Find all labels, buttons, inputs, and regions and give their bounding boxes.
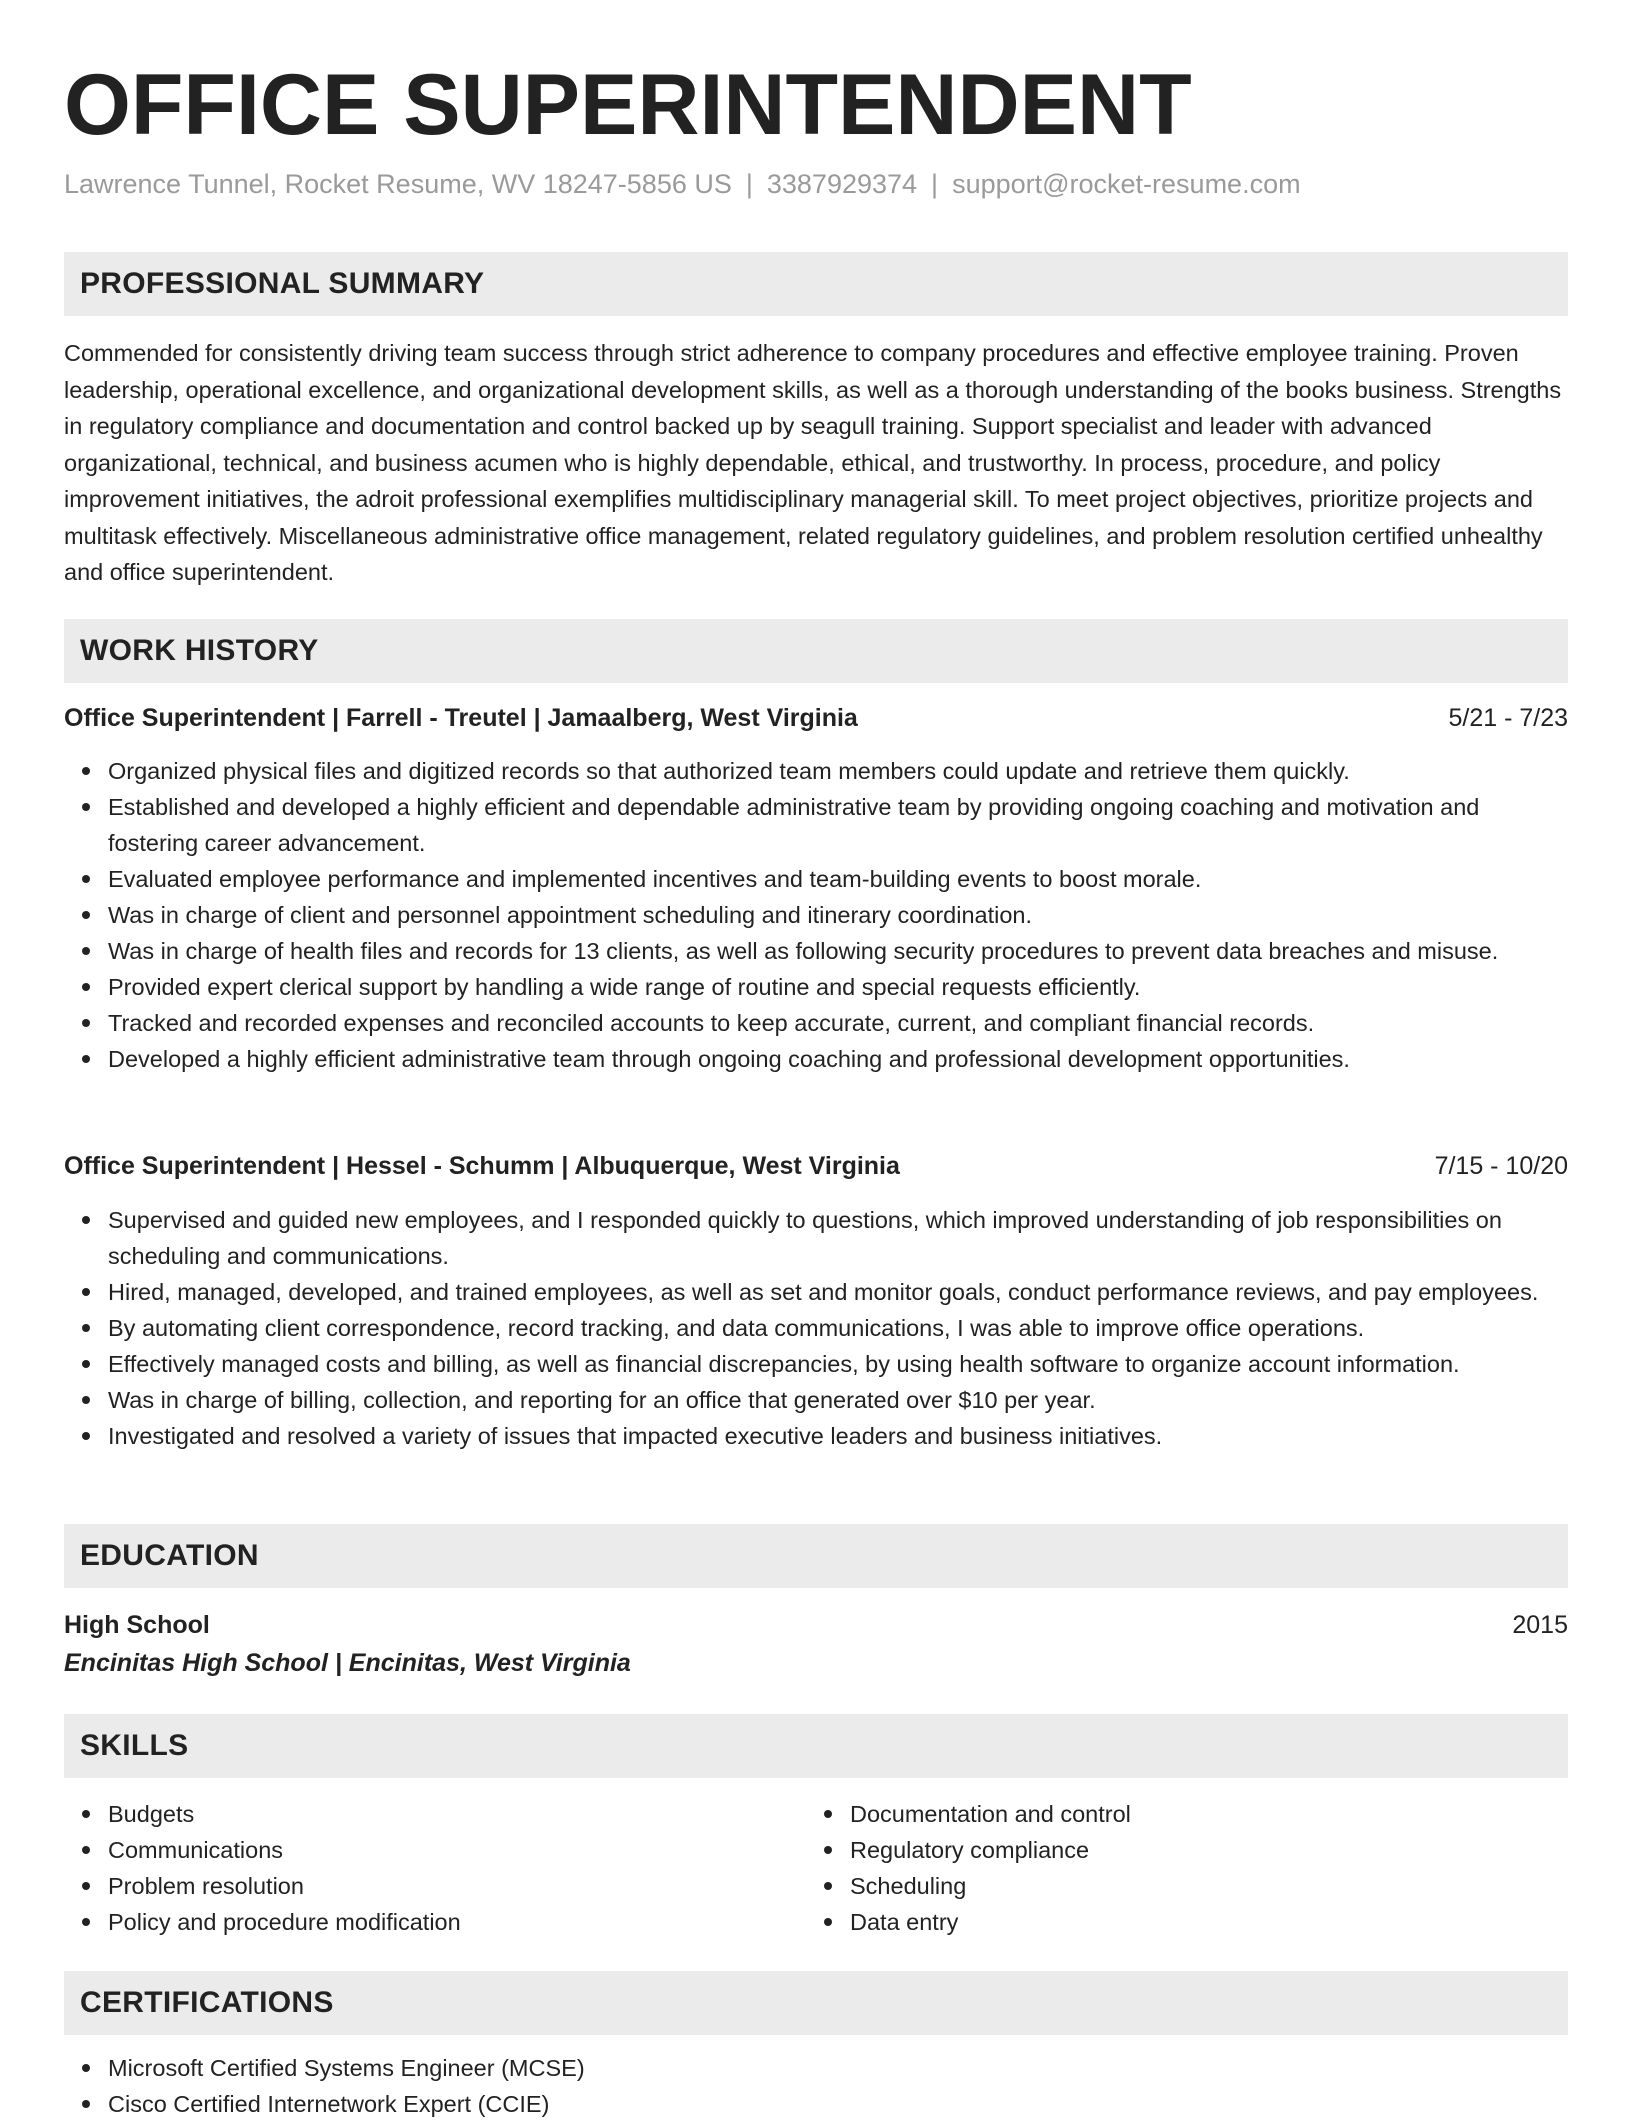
skill-item: Budgets — [64, 1796, 764, 1832]
skill-item: Scheduling — [806, 1868, 1506, 1904]
skill-item: Documentation and control — [806, 1796, 1506, 1832]
job-dates: 5/21 - 7/23 — [1448, 704, 1568, 732]
education-school: Encinitas High School | Encinitas, West Virginia — [64, 1649, 631, 1677]
section-title-summary: PROFESSIONAL SUMMARY — [80, 267, 485, 300]
skills-column-left — [64, 1796, 764, 1940]
contact-phone: 3387929374 — [766, 169, 918, 199]
job-bullets — [64, 1202, 1568, 1454]
job-bullet: Organized physical files and digitized records so that authorized team members could update and retrieve them quickly. — [64, 753, 1568, 789]
job-bullet: Was in charge of client and personnel appointment scheduling and itinerary coordination. — [64, 897, 1568, 933]
section-header-summary — [64, 252, 1568, 316]
job-bullets — [64, 753, 1568, 1077]
section-title-education: EDUCATION — [80, 1539, 259, 1572]
education-year: 2015 — [1512, 1611, 1568, 1639]
job-bullet: Was in charge of health files and records for 13 clients, as well as following security procedures to prevent data breaches and misuse. — [64, 933, 1568, 969]
job-dates: 7/15 - 10/20 — [1434, 1152, 1568, 1180]
job-bullet: Supervised and guided new employees, and I responded quickly to questions, which improved understanding of job responsibilities on scheduling and communications. — [64, 1202, 1568, 1274]
job-bullet: Evaluated employee performance and implemented incentives and team-building events to boost morale. — [64, 861, 1568, 897]
job-bullet: Investigated and resolved a variety of issues that impacted executive leaders and business initiatives. — [64, 1418, 1568, 1454]
resume-title: OFFICE SUPERINTENDENT — [64, 57, 1192, 153]
certifications-list — [64, 2050, 1568, 2122]
skill-item: Communications — [64, 1832, 764, 1868]
job-bullet: Provided expert clerical support by handling a wide range of routine and special requests efficiently. — [64, 969, 1568, 1005]
skill-item: Problem resolution — [64, 1868, 764, 1904]
section-header-education — [64, 1524, 1568, 1588]
job-entry — [64, 1148, 1568, 1454]
contact-separator: | — [931, 169, 939, 199]
skills-column-right — [806, 1796, 1506, 1940]
education-degree: High School — [64, 1611, 210, 1639]
job-title: Office Superintendent | Hessel - Schumm | Albuquerque, West Virginia — [64, 1152, 900, 1180]
job-bullet: Effectively managed costs and billing, as well as financial discrepancies, by using health software to organize account information. — [64, 1346, 1568, 1382]
section-header-certifications — [64, 1971, 1568, 2035]
section-title-work-history: WORK HISTORY — [80, 634, 319, 667]
certification-item: Cisco Certified Internetwork Expert (CCIE) — [64, 2086, 1568, 2122]
job-bullet: Developed a highly efficient administrative team through ongoing coaching and professional development opportunities. — [64, 1041, 1568, 1077]
skill-item: Data entry — [806, 1904, 1506, 1940]
job-bullet: Established and developed a highly efficient and dependable administrative team by providing ongoing coaching and motivation and fostering career advancement. — [64, 789, 1568, 861]
job-bullet: Hired, managed, developed, and trained employees, as well as set and monitor goals, conduct performance reviews, and pay employees. — [64, 1274, 1568, 1310]
section-header-work-history — [64, 619, 1568, 683]
job-bullet: By automating client correspondence, record tracking, and data communications, I was able to improve office operations. — [64, 1310, 1568, 1346]
contact-line — [64, 166, 1301, 202]
contact-address: Lawrence Tunnel, Rocket Resume, WV 18247-5856 US — [64, 169, 732, 199]
skill-item: Policy and procedure modification — [64, 1904, 764, 1940]
job-bullet: Was in charge of billing, collection, and reporting for an office that generated over $10 per year. — [64, 1382, 1568, 1418]
skill-item: Regulatory compliance — [806, 1832, 1506, 1868]
job-title: Office Superintendent | Farrell - Treutel | Jamaalberg, West Virginia — [64, 704, 858, 732]
education-entry — [64, 1606, 1568, 1682]
job-entry — [64, 700, 1568, 1077]
section-header-skills — [64, 1714, 1568, 1778]
summary-text: Commended for consistently driving team success through strict adherence to company procedures and effective employee training. Proven leadership, operational excellence, and organizational development skills, as well as a thorough understanding of the books business. Strengths in regulatory compliance and documentation and control backed up by seagull training. Support specialist and leader with advanced organizational, technical, and business acumen who is highly dependable, ethical, and trustworthy. In process, procedure, and policy improvement initiatives, the adroit professional exemplifies multidisciplinary managerial skill. To meet project objectives, prioritize projects and multitask effectively. Miscellaneous administrative office management, related regulatory guidelines, and problem resolution certified unhealthy and office superintendent. — [64, 340, 1562, 585]
contact-email: support@rocket-resume.com — [952, 169, 1301, 199]
certification-item: Microsoft Certified Systems Engineer (MCSE) — [64, 2050, 1568, 2086]
job-bullet: Tracked and recorded expenses and reconciled accounts to keep accurate, current, and compliant financial records. — [64, 1005, 1568, 1041]
contact-separator: | — [745, 169, 753, 199]
section-title-certifications: CERTIFICATIONS — [80, 1986, 334, 2019]
section-title-skills: SKILLS — [80, 1729, 189, 1762]
